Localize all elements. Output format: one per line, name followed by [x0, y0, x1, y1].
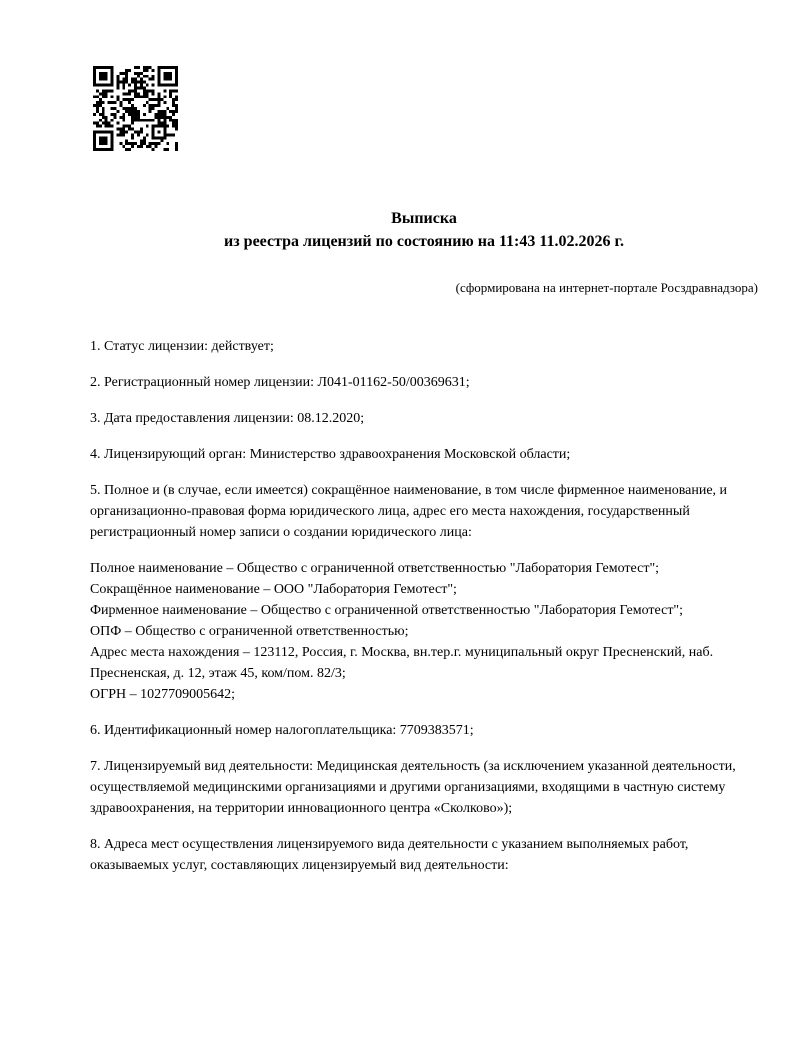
document-title-line1: Выписка — [391, 210, 457, 227]
paragraph-license-number: 2. Регистрационный номер лицензии: Л041-01162-50/00369631; — [90, 375, 470, 390]
paragraph-inn: 6. Идентификационный номер налогоплательщика: 7709383571; — [90, 723, 474, 738]
paragraph-activity-type: 7. Лицензируемый вид деятельности: Медицинская деятельность (за исключением указанной деятельности, осуществляемой медицинскими организациями и другими организациями, входящими в частную систему здравоохранения, на территории инновационного центра «Сколково»); — [90, 759, 736, 816]
document-title — [90, 207, 758, 253]
org-ogrn: ОГРН – 1027709005642; — [90, 687, 235, 702]
paragraph-license-date: 3. Дата предоставления лицензии: 08.12.2020; — [90, 411, 365, 426]
org-brand-name: Фирменное наименование – Общество с ограниченной ответственностью "Лаборатория Гемотест"; — [90, 603, 684, 618]
paragraph-addresses-intro: 8. Адреса мест осуществления лицензируемого вида деятельности с указанием выполняемых работ, оказываемых услуг, составляющих лицензируемый вид деятельности: — [90, 837, 689, 873]
formation-note: (сформирована на интернет-портале Росздравнадзора) — [455, 280, 758, 295]
organization-details — [90, 558, 758, 705]
paragraph-list — [90, 336, 758, 876]
paragraph-licensing-authority: 4. Лицензирующий орган: Министерство здравоохранения Московской области; — [90, 447, 571, 462]
org-full-name: Полное наименование – Общество с ограниченной ответственностью "Лаборатория Гемотест"; — [90, 561, 660, 576]
paragraph-org-intro: 5. Полное и (в случае, если имеется) сокращённое наименование, в том числе фирменное наименование, и организационно-правовая форма юридического лица, адрес его места нахождения, государственный регистрационный номер записи о создании юридического лица: — [90, 483, 728, 540]
org-legal-form: ОПФ – Общество с ограниченной ответственностью; — [90, 624, 409, 639]
paragraph-license-status: 1. Статус лицензии: действует; — [90, 339, 274, 354]
document-content — [90, 0, 758, 891]
org-address: Адрес места нахождения – 123112, Россия, г. Москва, вн.тер.г. муниципальный округ Пресненский, наб. Пресненская, д. 12, этаж 45, ком/пом. 82/3; — [90, 645, 714, 681]
document-title-line2: из реестра лицензий по состоянию на 11:43 11.02.2026 г. — [224, 233, 624, 250]
org-short-name: Сокращённое наименование – ООО "Лаборатория Гемотест"; — [90, 582, 457, 597]
